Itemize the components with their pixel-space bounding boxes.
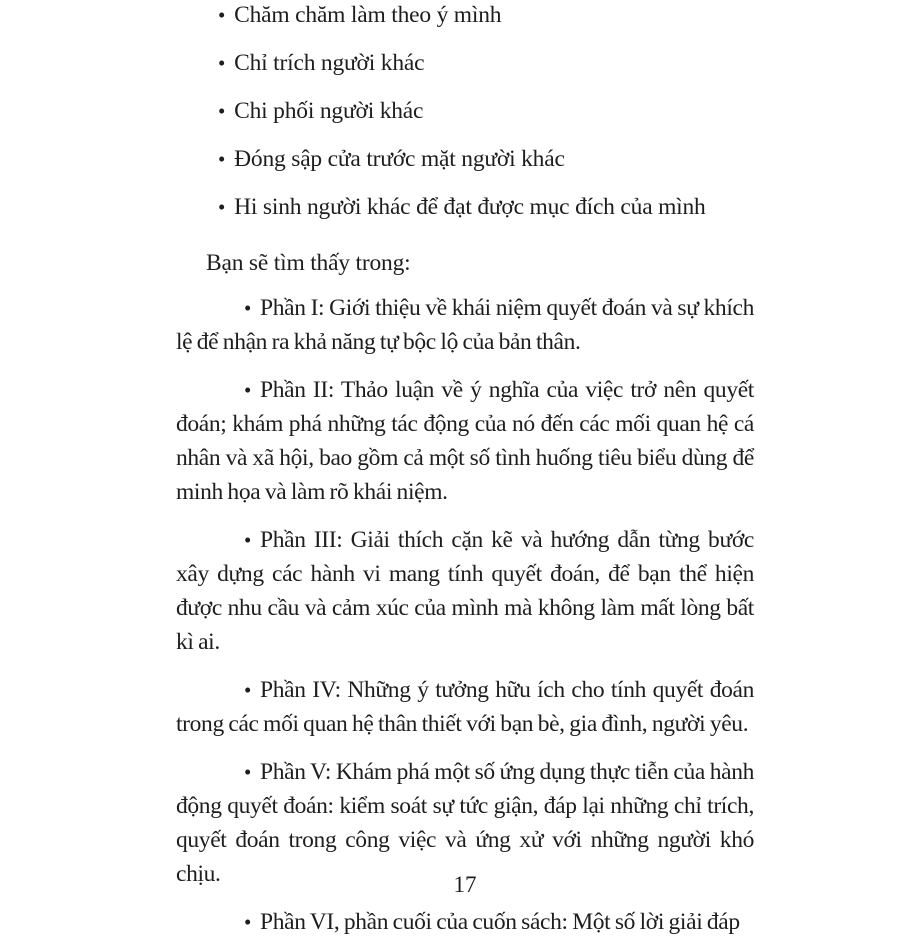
list-item: [176, 50, 754, 98]
list-item: [176, 2, 754, 50]
section-paragraph: [176, 373, 754, 509]
section-paragraph: [176, 523, 754, 659]
bullet-icon: •: [218, 99, 226, 123]
section-paragraph: [176, 673, 754, 741]
bullet-icon: •: [218, 195, 226, 219]
list-item-text: Hi sinh người khác để đạt được mục đích của mình: [234, 194, 706, 220]
bullet-list: [176, 2, 754, 242]
bullet-icon: •: [244, 378, 252, 402]
section-paragraph: [176, 291, 754, 359]
page-number: 17: [453, 872, 477, 897]
section-paragraph: [176, 755, 754, 891]
section-paragraph-text: Phần VI, phần cuối của cuốn sách: Một số lời giải đáp: [260, 909, 740, 935]
list-item: [176, 146, 754, 194]
bullet-icon: •: [218, 147, 226, 171]
section-paragraph-text: Phần III: Giải thích cặn kẽ và hướng dẫn từng bước xây dựng các hành vi mang tính quyết đoán, để bạn thể hiện được nhu cầu và cảm xúc của mình mà không làm mất lòng bất kì ai.: [176, 527, 754, 655]
bullet-icon: •: [244, 528, 252, 552]
bullet-icon: •: [218, 51, 226, 75]
section-paragraph: [176, 905, 754, 939]
list-item-text: Chăm chăm làm theo ý mình: [234, 2, 502, 28]
bullet-icon: •: [244, 678, 252, 702]
bullet-icon: •: [244, 760, 252, 784]
list-item-text: Chỉ trích người khác: [234, 50, 425, 76]
section-list: [176, 291, 754, 939]
list-item: [176, 98, 754, 146]
bullet-icon: •: [244, 296, 252, 320]
bullet-icon: •: [218, 3, 226, 27]
bullet-icon: •: [244, 910, 252, 934]
section-paragraph-text: Phần IV: Những ý tưởng hữu ích cho tính quyết đoán trong các mối quan hệ thân thiết với bạn bè, gia đình, người yêu.: [176, 677, 754, 737]
list-item-text: Chi phối người khác: [234, 98, 424, 124]
intro-line: Bạn sẽ tìm thấy trong:: [206, 250, 411, 276]
list-item: [176, 194, 754, 242]
section-paragraph-text: Phần I: Giới thiệu về khái niệm quyết đoán và sự khích lệ để nhận ra khả năng tự bộc lộ của bản thân.: [176, 295, 754, 355]
list-item-text: Đóng sập cửa trước mặt người khác: [234, 146, 565, 172]
section-paragraph-text: Phần V: Khám phá một số ứng dụng thực tiễn của hành động quyết đoán: kiểm soát sự tức giận, đáp lại những chỉ trích, quyết đoán trong công việc và ứng xử với những người khó chịu.: [176, 759, 754, 887]
section-paragraph-text: Phần II: Thảo luận về ý nghĩa của việc trở nên quyết đoán; khám phá những tác động của nó đến các mối quan hệ cá nhân và xã hội, bao gồm cả một số tình huống tiêu biểu dùng để minh họa và làm rõ khái niệm.: [176, 377, 754, 505]
